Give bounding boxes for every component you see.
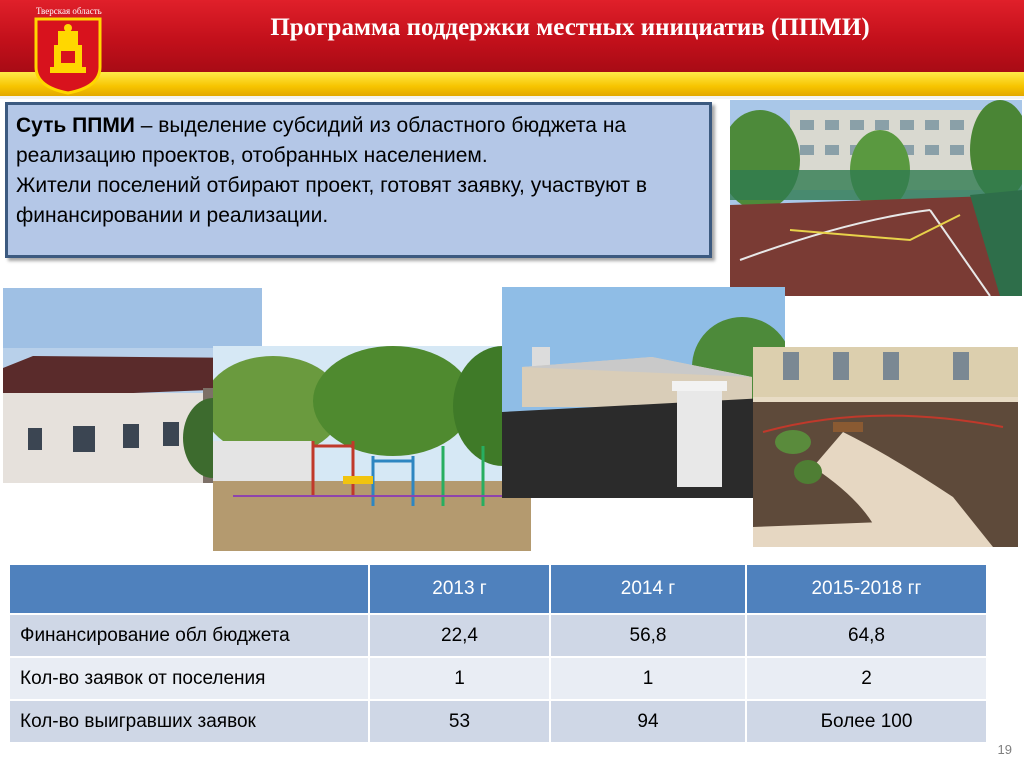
row-label: Финансирование обл бюджета	[9, 614, 369, 657]
table-header-2013: 2013 г	[369, 564, 550, 614]
description-term: Суть ППМИ	[16, 114, 135, 137]
table-cell: 1	[369, 657, 550, 700]
description-text-1: – выделение субсидий из областного бюджета на реализацию проектов, отобранных населением.	[16, 114, 627, 167]
slide-title: Программа поддержки местных инициатив (ППМИ)	[270, 14, 870, 41]
table-header-2015-2018: 2015-2018 гг	[746, 564, 987, 614]
table-header-2014: 2014 г	[550, 564, 746, 614]
row-label: Кол-во выигравших заявок	[9, 700, 369, 743]
table-row	[9, 700, 987, 743]
table-row	[9, 614, 987, 657]
coat-of-arms-icon	[32, 15, 104, 95]
table-cell: Более 100	[746, 700, 987, 743]
page-number: 19	[997, 742, 1012, 757]
description-box	[5, 102, 712, 258]
table-cell: 94	[550, 700, 746, 743]
table-cell: 64,8	[746, 614, 987, 657]
table-row	[9, 657, 987, 700]
region-label: Тверская область	[36, 6, 102, 16]
table-cell: 22,4	[369, 614, 550, 657]
table-cell: 53	[369, 700, 550, 743]
photo-sports-court	[730, 100, 1022, 296]
photo-garden-path	[753, 347, 1018, 547]
row-label: Кол-во заявок от поселения	[9, 657, 369, 700]
description-text-2: Жители поселений отбирают проект, готовят заявку, участвуют в финансировании и реализации.	[16, 174, 648, 227]
table-cell: 2	[746, 657, 987, 700]
photo-roof	[502, 287, 785, 498]
table-cell: 56,8	[550, 614, 746, 657]
photo-playground	[213, 346, 531, 551]
table-header-corner	[9, 564, 369, 614]
header-divider	[0, 96, 1024, 99]
table-cell: 1	[550, 657, 746, 700]
table-header-row	[9, 564, 987, 614]
header-stripe	[0, 72, 1024, 96]
summary-table	[8, 563, 988, 744]
